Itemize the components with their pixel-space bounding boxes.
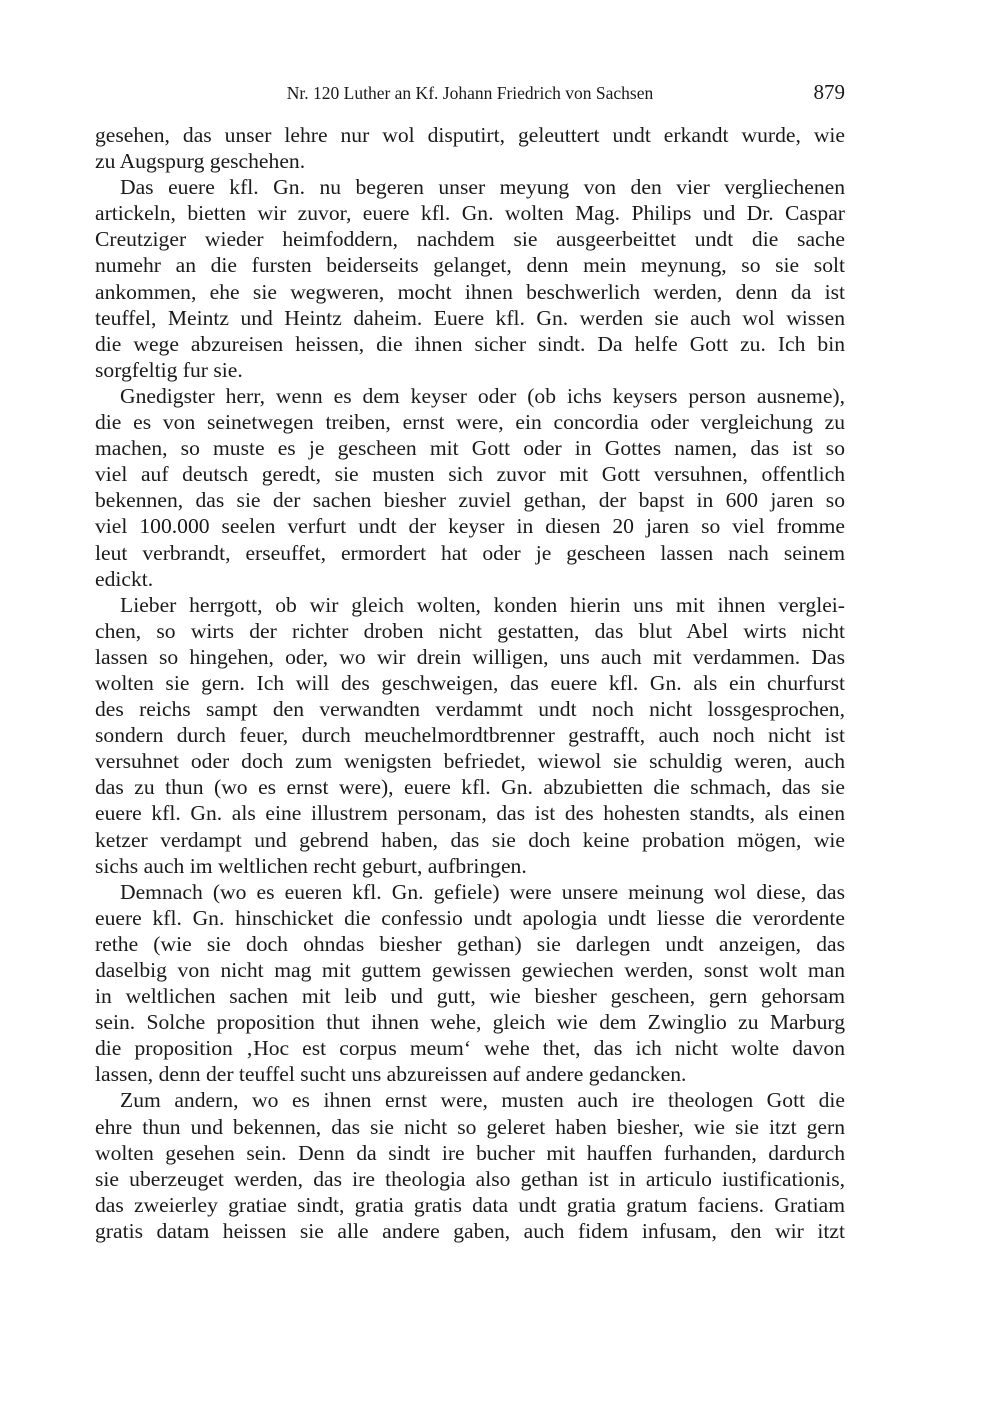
text-line: leut verbrandt, erseuffet, ermordert hat oder je gescheen lassen nach seinem <box>95 540 845 565</box>
text-line: wolten sie gern. Ich will des geschweigen, das euere kfl. Gn. als ein churfurst <box>95 670 845 695</box>
text-line: rethe (wie sie doch ohndas biesher gethan) sie darlegen undt anzeigen, das <box>95 931 845 956</box>
text-line: Das euere kfl. Gn. nu begeren unser meyung von den vier vergliechenen <box>120 175 845 200</box>
text-line: teuffel, Meintz und Heintz daheim. Euere kfl. Gn. werden sie auch wol wissen <box>95 305 845 330</box>
paragraph <box>95 1087 845 1244</box>
text-line: sorgfeltig fur sie. <box>95 357 243 382</box>
running-title: Nr. 120 Luther an Kf. Johann Friedrich von Sachsen <box>286 83 654 103</box>
text-line: Gnedigster herr, wenn es dem keyser oder (ob ichs keysers person ausneme), <box>120 383 845 408</box>
text-line: die es von seinetwegen treiben, ernst were, ein concordia oder vergleichung zu <box>95 410 845 435</box>
paragraph <box>95 174 845 383</box>
text-line: ankommen, ehe sie wegweren, mocht ihnen beschwerlich werden, denn da ist <box>95 279 845 304</box>
text-line: gratis datam heissen sie alle andere gaben, auch fidem infusam, den wir itzt <box>95 1218 845 1243</box>
paragraph <box>95 592 845 879</box>
text-line: das zu thun (wo es ernst were), euere kfl. Gn. abzubietten die schmach, das sie <box>95 775 845 800</box>
text-line: daselbig von nicht mag mit guttem gewissen gewiechen werden, sonst wolt man <box>95 958 845 982</box>
text-line: in weltlichen sachen mit leib und gutt, wie biesher gescheen, gern gehorsam <box>95 984 845 1009</box>
text-line: viel 100.000 seelen verfurt undt der keyser in diesen 20 jaren so viel fromme <box>95 514 845 539</box>
paragraph <box>95 122 845 174</box>
running-header <box>95 80 845 108</box>
page-number: 879 <box>813 80 845 104</box>
paragraph <box>95 383 845 592</box>
text-line: die wege abzureisen heissen, die ihnen sicher sindt. Da helfe Gott zu. Ich bin <box>95 331 845 356</box>
text-line: ketzer verdampt und gebrend haben, das sie doch keine probation mögen, wie <box>95 827 845 852</box>
text-line: zu Augspurg geschehen. <box>95 149 306 174</box>
text-line: die proposition ‚Hoc est corpus meum‘ wehe thet, das ich nicht wolte davon <box>95 1036 845 1061</box>
text-line: artickeln, bietten wir zuvor, euere kfl. Gn. wolten Mag. Philips und Dr. Caspar <box>95 201 845 226</box>
text-line: numehr an die fursten beiderseits gelanget, denn mein meynung, so sie solt <box>95 253 845 278</box>
text-line: Creutziger wieder heimfoddern, nachdem sie ausgeerbeittet undt die sache <box>95 227 845 252</box>
text-line: Zum andern, wo es ihnen ernst were, musten auch ire theologen Gott die <box>120 1088 845 1113</box>
text-line: lassen so hingehen, oder, wo wir drein willigen, uns auch mit verdammen. Das <box>95 644 845 669</box>
text-line: euere kfl. Gn. hinschicket die confessio undt apologia undt liesse die verordente <box>95 905 845 930</box>
text-line: bekennen, das sie der sachen biesher zuviel gethan, der bapst in 600 jaren so <box>95 488 845 513</box>
text-line: Demnach (wo es eueren kfl. Gn. gefiele) were unsere meinung wol diese, das <box>120 879 845 904</box>
text-line: wolten gesehen sein. Denn da sindt ire bucher mit hauffen furhanden, dardurch <box>95 1140 845 1165</box>
text-line: das zweierley gratiae sindt, gratia gratis data undt gratia gratum faciens. Gratiam <box>95 1192 845 1217</box>
text-line: sondern durch feuer, durch meuchelmordtbrenner gestrafft, auch noch nicht ist <box>95 723 845 748</box>
text-line: chen, so wirts der richter droben nicht gestatten, das blut Abel wirts nicht <box>95 618 845 643</box>
letter-body-text <box>95 122 845 1244</box>
text-line: ehre thun und bekennen, das sie nicht so geleret haben biesher, wie sie itzt gern <box>95 1114 845 1139</box>
text-line: versuhnet oder doch zum wenigsten befriedet, wiewol sie schuldig weren, auch <box>95 749 845 774</box>
text-line: lassen, denn der teuffel sucht uns abzureissen auf andere gedancken. <box>95 1062 687 1087</box>
text-line: sichs auch im weltlichen recht geburt, aufbringen. <box>95 853 527 878</box>
text-line: des reichs sampt den verwandten verdammt undt noch nicht lossgesprochen, <box>95 697 845 722</box>
text-line: viel auf deutsch geredt, sie musten sich zuvor mit Gott versuhnen, offentlich <box>95 462 845 487</box>
text-line: euere kfl. Gn. als eine illustrem personam, das ist des hohesten standts, als einen <box>95 801 845 826</box>
text-line: machen, so muste es je gescheen mit Gott oder in Gottes namen, das ist so <box>95 436 845 461</box>
text-line: sie uberzeuget werden, das ire theologia also gethan ist in articulo iustificationis, <box>95 1166 845 1191</box>
text-line: gesehen, das unser lehre nur wol disputirt, geleuttert undt erkandt wurde, wie <box>95 123 845 147</box>
text-line: sein. Solche proposition thut ihnen wehe, gleich wie dem Zwinglio zu Marburg <box>95 1010 845 1035</box>
text-line: Lieber herrgott, ob wir gleich wolten, konden hierin uns mit ihnen verglei- <box>120 592 845 617</box>
paragraph <box>95 879 845 1088</box>
text-line: edickt. <box>95 566 154 591</box>
